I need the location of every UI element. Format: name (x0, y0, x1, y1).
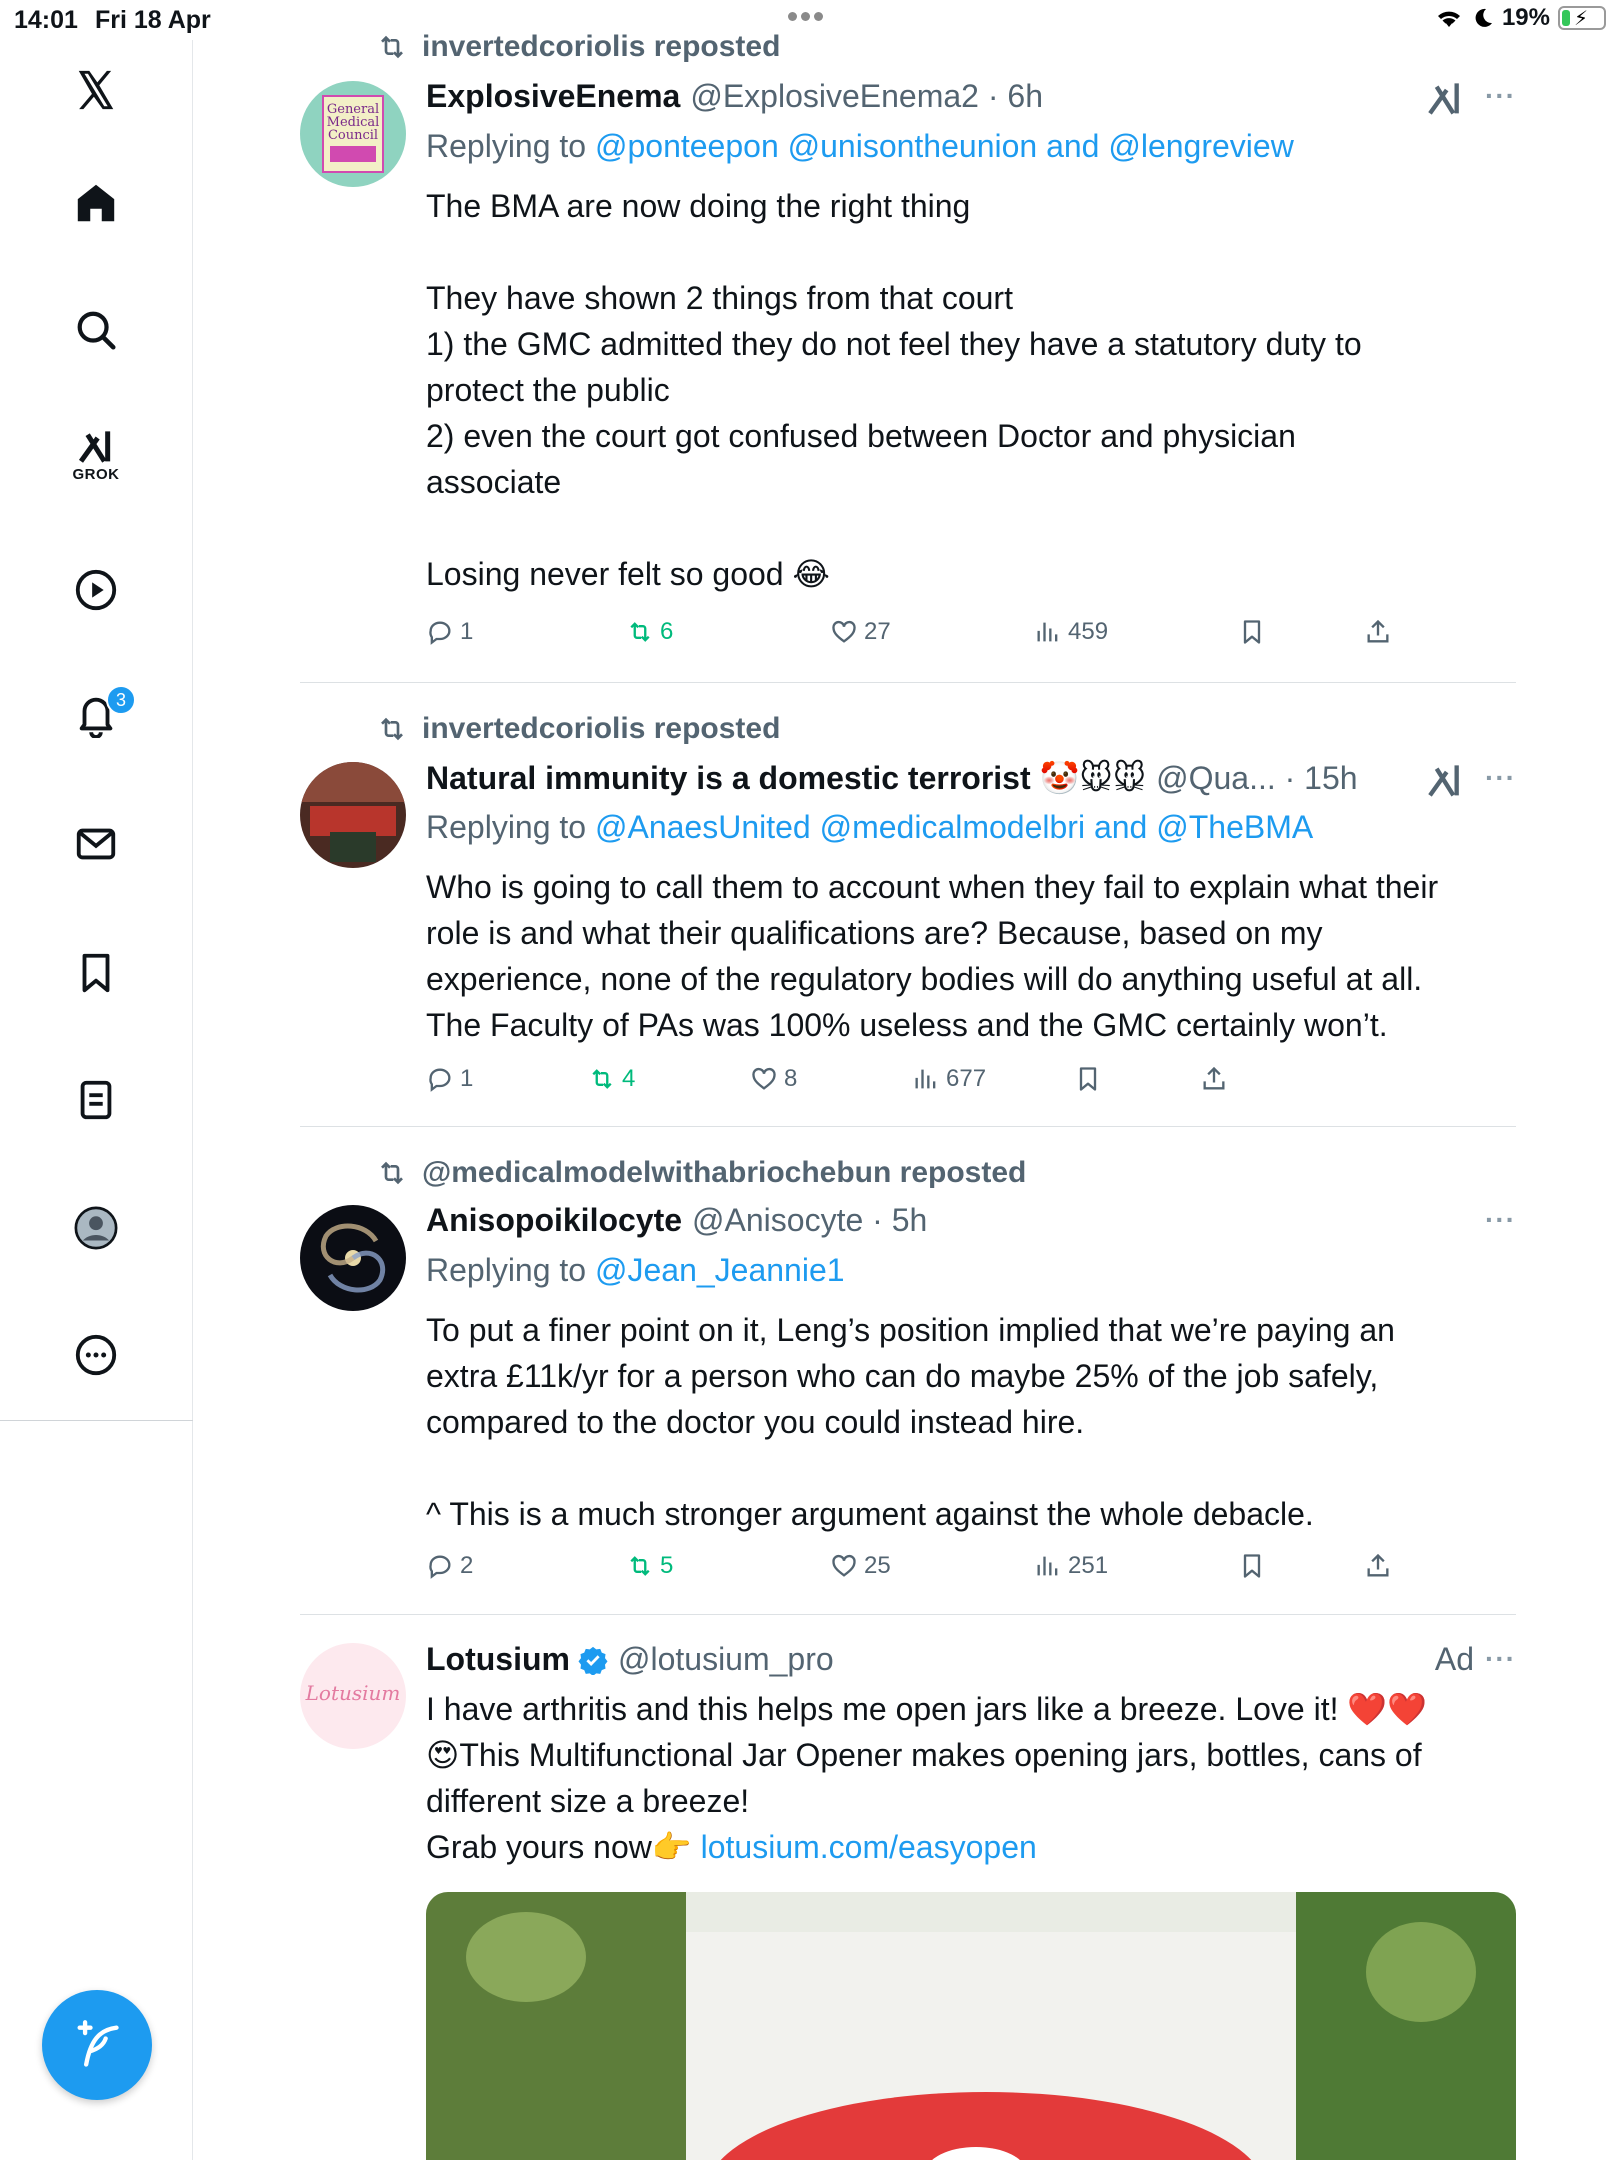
grok-explain-icon[interactable] (1425, 80, 1465, 120)
heart-icon (830, 618, 858, 646)
multitasking-dots[interactable] (788, 8, 838, 22)
bookmarks-icon[interactable] (56, 933, 136, 1013)
post-text: To put a finer point on it, Leng’s position implied that we’re paying an extra £11k/yr for a person who can do maybe 25% of the job safely, compared to the doctor you could instead hire. ^ This is a much stronger argument against the whole debacle. (426, 1312, 1395, 1532)
post-divider (300, 1126, 1516, 1127)
avatar[interactable]: Lotusium (300, 1643, 406, 1749)
views-button[interactable]: 251 (1034, 1552, 1108, 1580)
bookmark-icon (1238, 1552, 1266, 1580)
views-icon (912, 1065, 940, 1093)
reply-mentions[interactable]: @ponteepon @unisontheunion and @lengreview (594, 128, 1294, 164)
author-handle[interactable]: @ExplosiveEnema2 · 6h (690, 78, 1043, 114)
views-button[interactable]: 459 (1034, 618, 1108, 646)
status-right (1434, 4, 1606, 32)
like-button[interactable]: 25 (830, 1552, 891, 1580)
sidebar (0, 40, 193, 2160)
author-name[interactable]: ExplosiveEnema (426, 78, 681, 114)
repost-indicator (376, 1156, 1026, 1190)
notifications-badge: 3 (106, 685, 136, 715)
search-icon[interactable] (56, 290, 136, 370)
compose-button[interactable] (42, 1990, 152, 2100)
repost-icon (626, 618, 654, 646)
views-button[interactable]: 677 (912, 1065, 986, 1093)
post-text: Who is going to call them to account when they fail to explain what their role is and what their qualifications are? Because, based on my experience, none of the regulatory bodies will do anything useful at all. The Faculty of PAs was 100% useless and the GMC certainly won’t. (426, 869, 1439, 1043)
like-button[interactable]: 27 (830, 618, 891, 646)
ad-video[interactable] (426, 1892, 1516, 2160)
bookmark-button[interactable] (1074, 1065, 1102, 1093)
status-bar (0, 0, 1620, 40)
reply-button[interactable]: 1 (426, 1065, 473, 1093)
repost-label: invertedcoriolis reposted (422, 30, 781, 63)
heart-icon (830, 1552, 858, 1580)
post-text: I have arthritis and this helps me open jars like a breeze. Love it! ❤️❤️ 😍This Multifunctional Jar Opener makes opening jars, bottles, cans of different size a breeze! Grab yours now👉 lotusium.com/easyopen (426, 1691, 1428, 1865)
battery-percent: 19% (1501, 4, 1550, 31)
post-actions (426, 1065, 1426, 1105)
bookmark-button[interactable] (1238, 618, 1266, 646)
verified-badge-icon (578, 1645, 608, 1675)
share-icon (1364, 618, 1392, 646)
repost-indicator (376, 712, 780, 746)
reply-icon (426, 1552, 454, 1580)
lists-icon[interactable] (56, 1060, 136, 1140)
repost-icon (376, 31, 408, 63)
repost-icon (626, 1552, 654, 1580)
post-header (426, 78, 1043, 115)
moon-icon (1472, 7, 1494, 29)
compose-icon (71, 2019, 123, 2071)
author-handle[interactable]: @lotusium_pro (617, 1641, 834, 1677)
more-icon[interactable] (56, 1315, 136, 1395)
heart-icon (750, 1065, 778, 1093)
profile-icon[interactable] (56, 1188, 136, 1268)
post-header (426, 1641, 834, 1678)
post-actions (426, 618, 1426, 658)
video-icon[interactable] (56, 550, 136, 630)
author-name[interactable]: Natural immunity is a domestic terrorist 🤡🐭🐭 (426, 760, 1147, 796)
avatar[interactable] (300, 762, 406, 868)
reply-button[interactable]: 2 (426, 1552, 473, 1580)
repost-indicator (376, 30, 780, 64)
grok-explain-icon[interactable] (1425, 762, 1465, 802)
bookmark-button[interactable] (1238, 1552, 1266, 1580)
repost-icon (376, 713, 408, 745)
notifications-icon[interactable] (56, 675, 136, 755)
repost-button[interactable]: 6 (626, 618, 673, 646)
avatar[interactable] (300, 1205, 406, 1311)
more-options-icon[interactable]: ··· (1485, 1204, 1516, 1235)
more-options-icon[interactable]: ··· (1485, 1643, 1516, 1674)
repost-button[interactable]: 5 (626, 1552, 673, 1580)
repost-label: invertedcoriolis reposted (422, 712, 781, 745)
home-icon[interactable] (56, 163, 136, 243)
bookmark-icon (1074, 1065, 1102, 1093)
messages-icon[interactable] (56, 804, 136, 884)
share-icon (1200, 1065, 1228, 1093)
post-actions (426, 1552, 1426, 1592)
post-header (426, 759, 1358, 797)
x-logo-icon[interactable] (56, 50, 136, 130)
more-options-icon[interactable]: ··· (1485, 762, 1516, 793)
status-time: 14:01 (14, 6, 78, 34)
repost-label: @medicalmodelwithabriochebun reposted (422, 1156, 1027, 1189)
reply-button[interactable]: 1 (426, 618, 473, 646)
wifi-icon (1434, 6, 1464, 30)
reply-mentions[interactable]: @Jean_Jeannie1 (594, 1252, 845, 1288)
post-divider (300, 1614, 1516, 1615)
replying-to: Replying to @ponteepon @unisontheunion and @lengreview (426, 128, 1294, 164)
post-divider (300, 682, 1516, 683)
author-name[interactable]: Anisopoikilocyte (426, 1202, 683, 1238)
battery-icon: ⚡ (1558, 6, 1606, 30)
like-button[interactable]: 8 (750, 1065, 797, 1093)
replying-to: Replying to @AnaesUnited @medicalmodelbri and @TheBMA (426, 809, 1314, 845)
status-date: Fri 18 Apr (95, 6, 211, 34)
author-handle[interactable]: @Qua... · 15h (1156, 759, 1358, 796)
grok-icon[interactable] (56, 415, 136, 495)
ad-link[interactable]: lotusium.com/easyopen (700, 1829, 1037, 1865)
reply-icon (426, 1065, 454, 1093)
bookmark-icon (1238, 618, 1266, 646)
share-button[interactable] (1364, 618, 1392, 646)
repost-icon (376, 1157, 408, 1189)
post-header (426, 1202, 927, 1239)
views-icon (1034, 618, 1062, 646)
sidebar-divider (0, 1420, 193, 1421)
author-handle[interactable]: @Anisocyte · 5h (692, 1202, 928, 1238)
author-name[interactable]: Lotusium (426, 1641, 570, 1677)
share-button[interactable] (1364, 1552, 1392, 1580)
share-button[interactable] (1200, 1065, 1228, 1093)
repost-icon (588, 1065, 616, 1093)
repost-button[interactable]: 4 (588, 1065, 635, 1093)
more-options-icon[interactable]: ··· (1485, 80, 1516, 111)
reply-mentions[interactable]: @AnaesUnited @medicalmodelbri and @TheBMA (594, 809, 1314, 845)
post-text: The BMA are now doing the right thing They have shown 2 things from that court 1) the GMC admitted they do not feel they have a statutory duty to protect the public 2) even the court got confused between Doctor and physician associate Losing never felt so good 😂 (426, 188, 1362, 592)
reply-icon (426, 618, 454, 646)
avatar[interactable]: General Medical Council (300, 81, 406, 187)
replying-to: Replying to @Jean_Jeannie1 (426, 1252, 845, 1288)
views-icon (1034, 1552, 1062, 1580)
ad-label: Ad (1434, 1641, 1474, 1677)
grok-label: GROK (72, 465, 120, 483)
share-icon (1364, 1552, 1392, 1580)
